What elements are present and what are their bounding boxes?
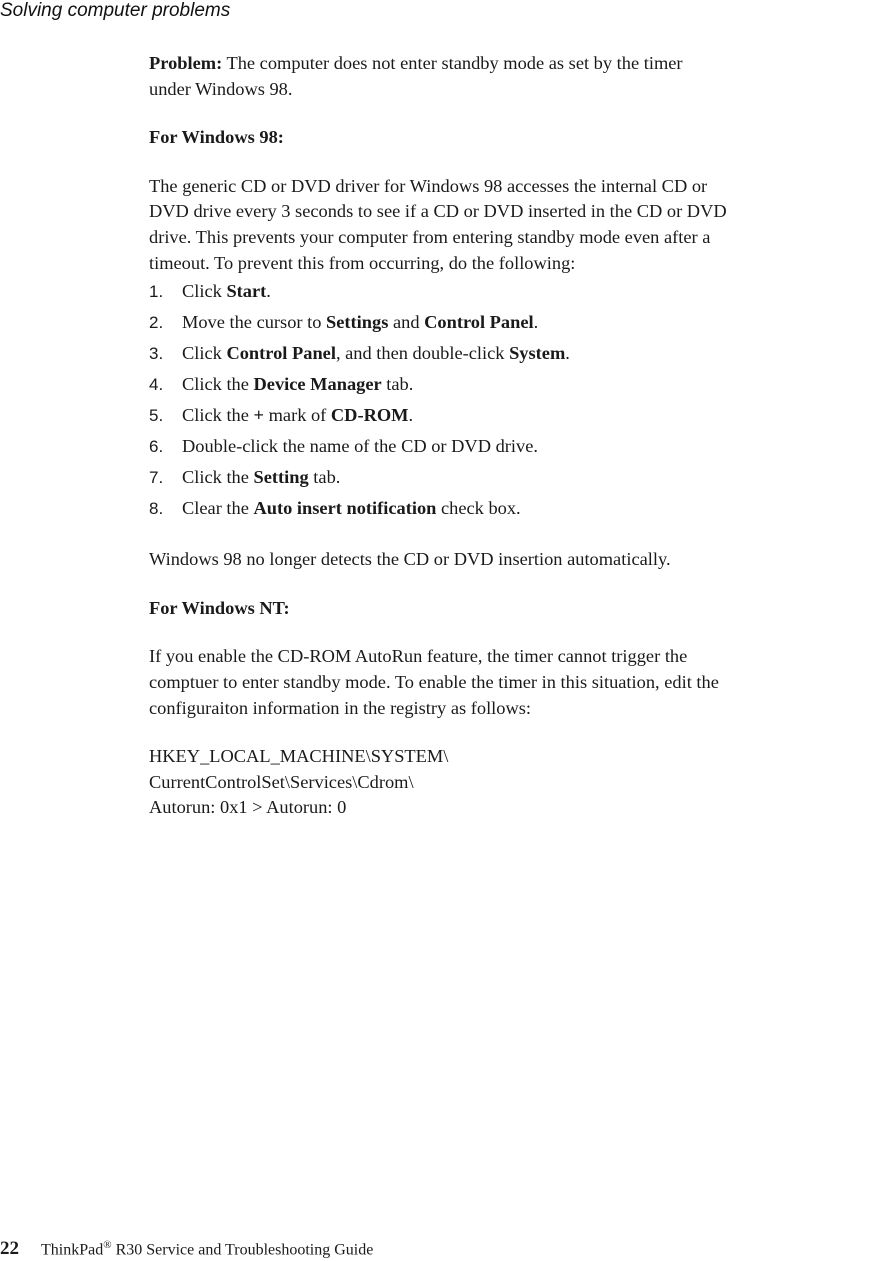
running-head: Solving computer problems bbox=[0, 0, 231, 21]
step-text: and bbox=[388, 312, 425, 333]
step-number: 1. bbox=[149, 282, 164, 302]
windows98-result: Windows 98 no longer detects the CD or DVD insertion automatically. bbox=[149, 549, 671, 570]
step-text: check box. bbox=[436, 498, 521, 519]
problem-text-1: The computer does not enter standby mode as set by the timer bbox=[226, 53, 683, 73]
step-text: Click bbox=[182, 281, 227, 302]
step-text: Click the bbox=[182, 405, 254, 426]
step-text: . bbox=[533, 312, 539, 333]
step-text: , and then double-click bbox=[335, 343, 510, 364]
footer-title: ThinkPad bbox=[41, 1241, 104, 1259]
intro-line: comptuer to enter standby mode. To enable the timer in this situation, edit the bbox=[149, 671, 719, 692]
registry-path bbox=[149, 744, 887, 821]
step-item bbox=[149, 307, 887, 338]
intro-line: The generic CD or DVD driver for Windows 98 accesses the internal CD or bbox=[149, 175, 708, 196]
registry-line: HKEY_LOCAL_MACHINE\SYSTEM\ bbox=[149, 746, 449, 767]
step-number: 4. bbox=[149, 375, 164, 395]
step-text: Clear the bbox=[182, 498, 254, 519]
intro-line: DVD drive every 3 seconds to see if a CD or DVD inserted in the CD or DVD bbox=[149, 201, 727, 222]
step-bold: Device Manager bbox=[253, 374, 382, 395]
step-bold: Setting bbox=[253, 467, 309, 488]
step-text: Click the bbox=[182, 467, 254, 488]
intro-line: drive. This prevents your computer from entering standby mode even after a bbox=[149, 226, 711, 247]
step-item bbox=[149, 369, 887, 400]
problem-statement bbox=[149, 51, 887, 102]
step-number: 7. bbox=[149, 468, 164, 488]
step-text: Click bbox=[182, 343, 227, 364]
step-text: tab. bbox=[308, 467, 341, 488]
footer-title-rest: R30 Service and Troubleshooting Guide bbox=[111, 1241, 374, 1259]
problem-line-1 bbox=[149, 53, 683, 73]
step-number: 5. bbox=[149, 406, 164, 426]
step-text: tab. bbox=[381, 374, 414, 395]
step-number: 6. bbox=[149, 437, 164, 457]
step-text: Move the cursor to bbox=[182, 312, 327, 333]
step-item bbox=[149, 338, 887, 369]
step-bold: Control Panel bbox=[226, 343, 336, 364]
intro-line: configuraiton information in the registry as follows: bbox=[149, 697, 532, 718]
step-bold: System bbox=[509, 343, 566, 364]
step-item bbox=[149, 431, 887, 462]
step-number: 3. bbox=[149, 344, 164, 364]
windows98-heading: For Windows 98: bbox=[149, 127, 284, 148]
problem-line-2: under Windows 98. bbox=[149, 78, 293, 99]
step-text: mark of bbox=[264, 405, 331, 426]
step-text: Click the bbox=[182, 374, 254, 395]
registry-line: Autorun: 0x1 > Autorun: 0 bbox=[149, 797, 347, 818]
intro-line: timeout. To prevent this from occurring, do the following: bbox=[149, 252, 576, 273]
step-bold: CD-ROM bbox=[330, 405, 409, 426]
windowsnt-intro bbox=[149, 644, 887, 721]
step-bold: Settings bbox=[326, 312, 389, 333]
windows98-intro bbox=[149, 174, 887, 276]
step-item bbox=[149, 400, 887, 431]
step-item bbox=[149, 462, 887, 493]
problem-label: Problem: bbox=[149, 53, 223, 73]
step-text: . bbox=[565, 343, 570, 364]
step-text: . bbox=[408, 405, 414, 426]
step-item bbox=[149, 276, 887, 307]
main-content bbox=[149, 51, 887, 821]
registry-line: CurrentControlSet\Services\Cdrom\ bbox=[149, 771, 414, 792]
step-item bbox=[149, 493, 887, 524]
step-bold: + bbox=[253, 405, 264, 426]
intro-line: If you enable the CD-ROM AutoRun feature, the timer cannot trigger the bbox=[149, 646, 688, 667]
step-bold: Control Panel bbox=[424, 312, 534, 333]
step-number: 2. bbox=[149, 313, 164, 333]
step-text: Double-click the name of the CD or DVD drive. bbox=[182, 436, 538, 457]
step-bold: Start bbox=[226, 281, 267, 302]
step-number: 8. bbox=[149, 499, 164, 519]
registered-mark: ® bbox=[103, 1239, 112, 1251]
step-text: . bbox=[266, 281, 271, 302]
page-number: 22 bbox=[0, 1238, 19, 1260]
step-bold: Auto insert notification bbox=[253, 498, 437, 519]
windows98-steps bbox=[149, 276, 887, 524]
windowsnt-heading: For Windows NT: bbox=[149, 597, 290, 618]
